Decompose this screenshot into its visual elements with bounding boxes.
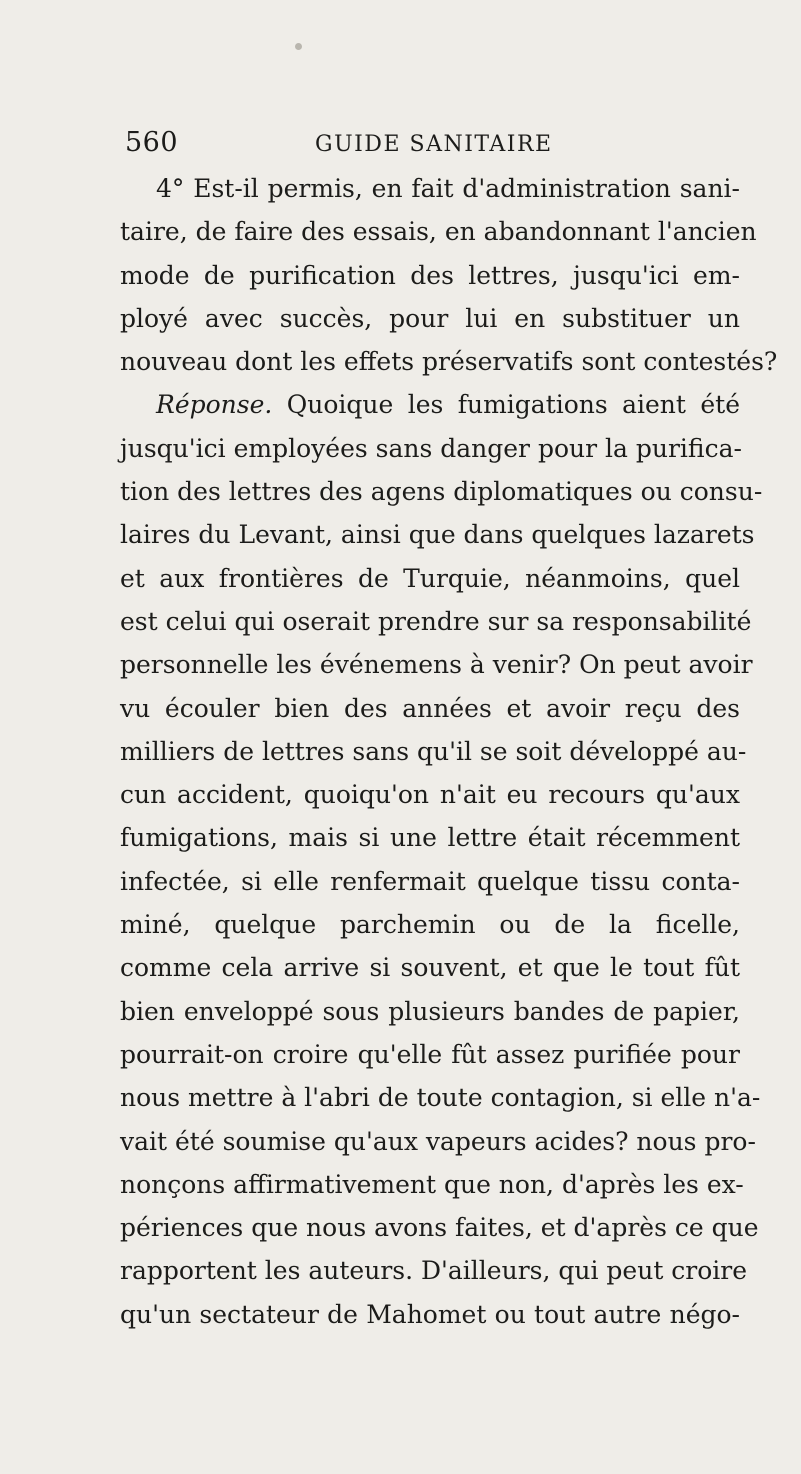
- text-line: infectée, si elle renfermait quelque tissu conta-: [120, 866, 740, 896]
- text-line: milliers de lettres sans qu'il se soit développé au-: [120, 736, 747, 766]
- page-number: 560: [125, 127, 179, 158]
- running-head: [125, 125, 685, 161]
- text-line: qu'un sectateur de Mahomet ou tout autre négo-: [120, 1299, 740, 1329]
- body-text: [120, 167, 778, 1336]
- text-line: est celui qui oserait prendre sur sa responsabilité: [120, 606, 752, 636]
- text-line: bien enveloppé sous plusieurs bandes de papier,: [120, 996, 740, 1026]
- text-line: vait été soumise qu'aux vapeurs acides? nous pro-: [120, 1126, 756, 1156]
- text-line: tion des lettres des agens diplomatiques ou consu-: [120, 477, 763, 507]
- text-line: miné, quelque parchemin ou de la ficelle,: [120, 910, 740, 940]
- text-line: fumigations, mais si une lettre était récemment: [120, 823, 740, 853]
- ink-speck: [295, 43, 302, 50]
- text-line: vu écouler bien des années et avoir reçu des: [120, 693, 740, 723]
- text-line: taire, de faire des essais, en abandonnant l'ancien: [120, 217, 757, 247]
- text-line: nouveau dont les effets préservatifs sont contestés?: [120, 347, 778, 377]
- response-label: Réponse.: [156, 390, 273, 420]
- response-line: [120, 383, 740, 426]
- running-title: GUIDE SANITAIRE: [315, 132, 553, 157]
- text-line: ployé avec succès, pour lui en substituer un: [120, 303, 740, 333]
- response-text: Quoique les fumigations aient été: [286, 390, 740, 420]
- text-line: nonçons affirmativement que non, d'après les ex-: [120, 1169, 744, 1199]
- text-line: pourrait-on croire qu'elle fût assez purifiée pour: [120, 1039, 740, 1069]
- text-line: nous mettre à l'abri de toute contagion, si elle n'a-: [120, 1083, 761, 1113]
- text-line: laires du Levant, ainsi que dans quelques lazarets: [120, 520, 755, 550]
- text-line: rapportent les auteurs. D'ailleurs, qui peut croire: [120, 1256, 748, 1286]
- text-line: jusqu'ici employées sans danger pour la purifica-: [120, 433, 742, 463]
- text-line: 4° Est-il permis, en fait d'administration sani-: [156, 174, 740, 203]
- text-line: personnelle les événemens à venir? On peut avoir: [120, 650, 753, 680]
- text-line: comme cela arrive si souvent, et que le tout fût: [120, 953, 740, 983]
- text-line: et aux frontières de Turquie, néanmoins, quel: [120, 563, 740, 593]
- text-line: périences que nous avons faites, et d'après ce que: [120, 1213, 759, 1243]
- text-line: mode de purification des lettres, jusqu'ici em-: [120, 260, 740, 290]
- text-line: cun accident, quoiqu'on n'ait eu recours qu'aux: [120, 780, 740, 810]
